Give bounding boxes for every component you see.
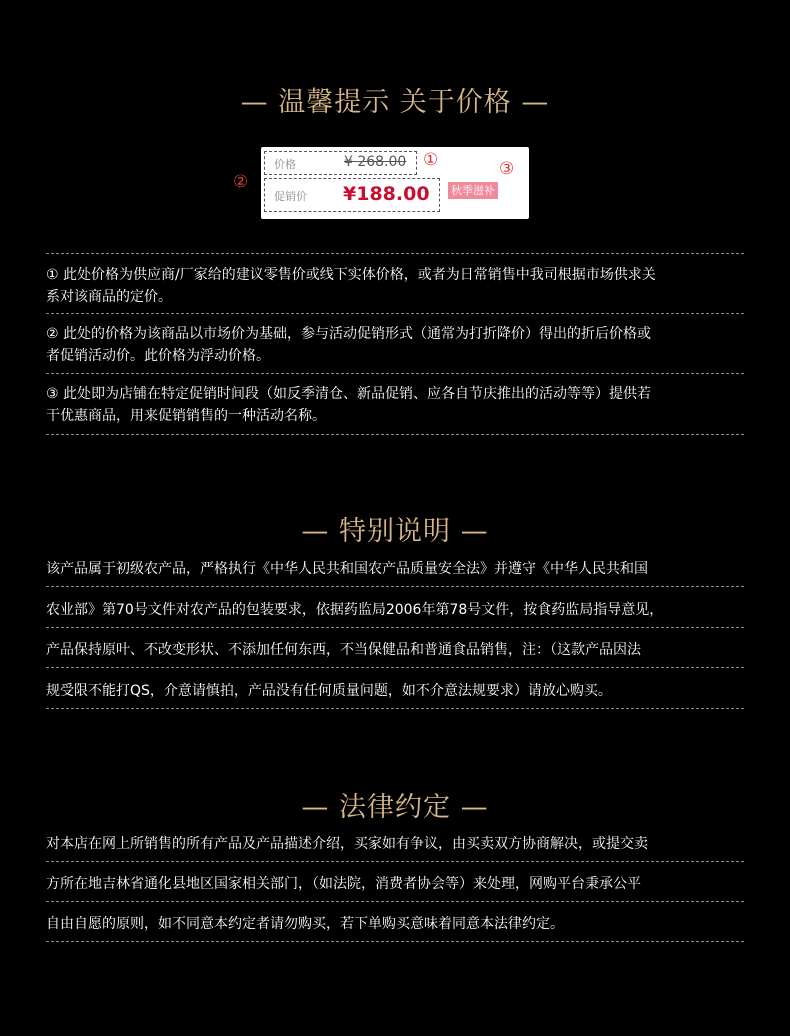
- divider: [46, 586, 744, 587]
- legal-line: 对本店在网上所销售的所有产品及产品描述介绍，买家如有争议，由买卖双方协商解决，或提交卖: [46, 836, 648, 852]
- divider: [46, 627, 744, 628]
- divider: [46, 667, 744, 668]
- divider: [46, 941, 744, 942]
- marker-2: ②: [233, 172, 249, 192]
- special-note-line: 规受限不能打QS，介意请慎拍，产品没有任何质量问题，如不介意法规要求）请放心购买。: [46, 683, 612, 699]
- price-note-3: ③ 此处即为店铺在特定促销时间段（如反季清仓、新品促销、应各自节庆推出的活动等等）提供若 干优惠商品，用来促销销售的一种活动名称。: [46, 386, 651, 424]
- marker-1: ①: [423, 150, 439, 170]
- divider: [46, 861, 744, 862]
- divider: [46, 901, 744, 902]
- divider: [46, 253, 744, 254]
- special-note-line: 该产品属于初级农产品，严格执行《中华人民共和国农产品质量安全法》并遵守《中华人民共和国: [46, 561, 648, 577]
- legal-line: 方所在地吉林省通化县地区国家相关部门，（如法院，消费者协会等）来处理，网购平台秉承公平: [46, 876, 641, 892]
- promo-tag: 秋季滋补: [448, 182, 498, 199]
- divider: [46, 708, 744, 709]
- section-title-special-notes: — 特别说明 —: [301, 516, 489, 547]
- section-title-legal: — 法律约定 —: [301, 792, 489, 823]
- legal-line: 自由自愿的原则，如不同意本约定者请勿购买，若下单购买意味着同意本法律约定。: [46, 916, 564, 932]
- special-note-line: 农业部》第70号文件对农产品的包装要求，依据药监局2006年第78号文件，按食药监局指导意见，: [46, 602, 664, 618]
- price-illustration: [261, 147, 529, 219]
- divider: [46, 373, 744, 374]
- divider: [46, 313, 744, 314]
- divider: [46, 434, 744, 435]
- price-label: 价格: [274, 158, 296, 171]
- section-title-price-tips: — 温馨提示 关于价格 —: [240, 87, 550, 118]
- promo-label: 促销价: [274, 190, 307, 203]
- price-note-2: ② 此处的价格为该商品以市场价为基础，参与活动促销形式（通常为打折降价）得出的折后价格或 者促销活动价。此价格为浮动价格。: [46, 326, 651, 364]
- promo-price: ¥188.00: [343, 183, 430, 205]
- marker-3: ③: [499, 159, 515, 179]
- price-note-1: ① 此处价格为供应商/厂家给的建议零售价或线下实体价格，或者为日常销售中我司根据市场供求关 系对该商品的定价。: [46, 267, 656, 305]
- special-note-line: 产品保持原叶、不改变形状、不添加任何东西，不当保健品和普通食品销售，注：（这款产品因法: [46, 642, 641, 658]
- old-price: ¥ 268.00: [344, 154, 407, 170]
